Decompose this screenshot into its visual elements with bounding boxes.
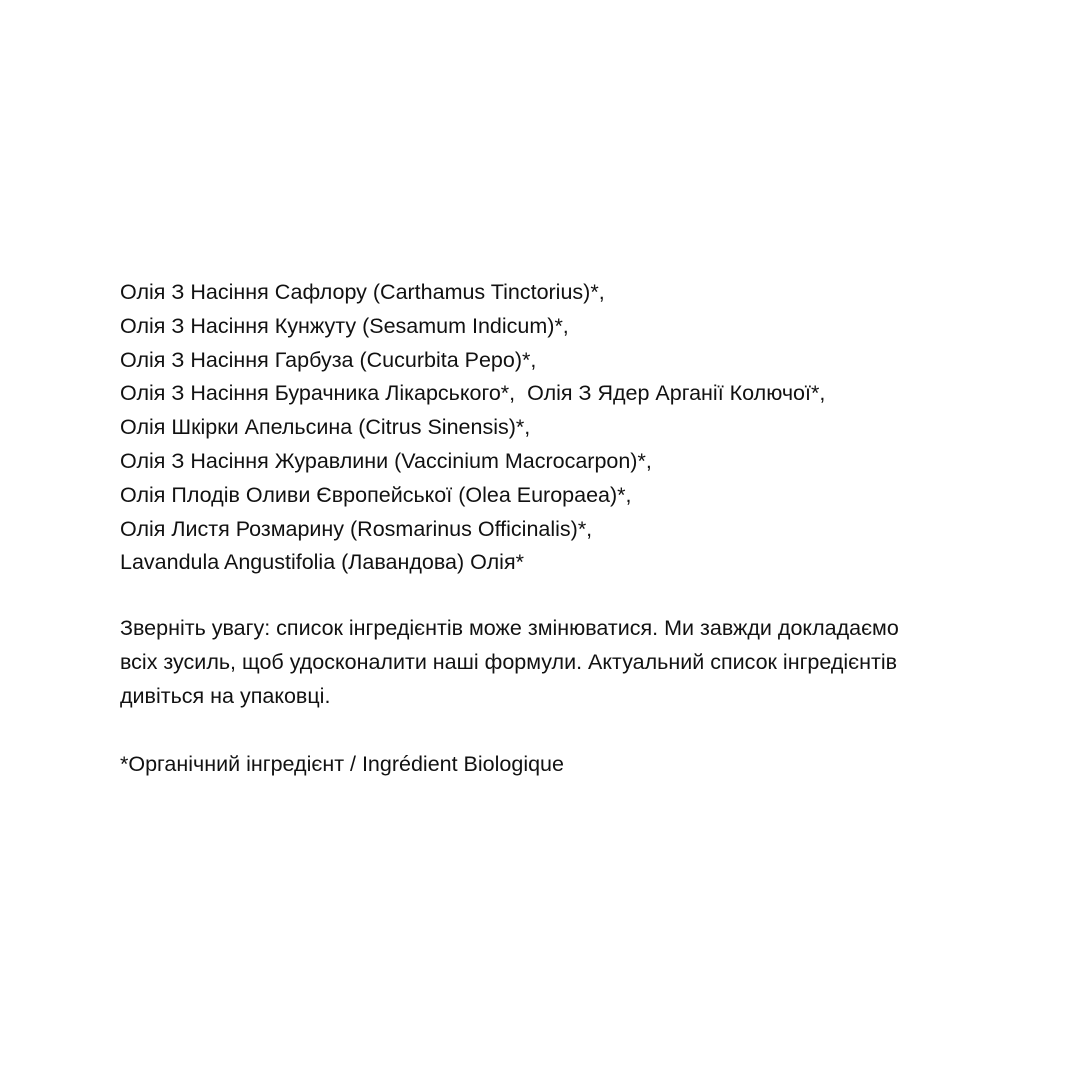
notice-line: Зверніть увагу: список інгредієнтів може змінюватися. Ми завжди докладаємо <box>120 616 899 641</box>
ingredient-line: Олія Плодів Оливи Європейської (Olea Europaea)*, <box>120 482 632 507</box>
ingredient-line: Олія З Насіння Гарбуза (Cucurbita Pepo)*, <box>120 347 537 372</box>
ingredient-line: Олія З Насіння Журавлини (Vaccinium Macrocarpon)*, <box>120 448 652 473</box>
ingredient-line: Олія З Насіння Сафлору (Carthamus Tinctorius)*, <box>120 280 605 304</box>
ingredient-list <box>120 276 1020 580</box>
text-block <box>120 276 1020 781</box>
ingredient-line: Олія Шкірки Апельсина (Citrus Sinensis)*, <box>120 415 531 440</box>
organic-footnote: *Органічний інгредієнт / Ingrédient Biologique <box>120 752 564 777</box>
ingredient-change-notice <box>120 611 1020 713</box>
ingredient-line: Олія З Насіння Кунжуту (Sesamum Indicum)*, <box>120 313 569 338</box>
ingredient-line: Олія Листя Розмарину (Rosmarinus Officinalis)*, <box>120 516 593 541</box>
notice-line: дивіться на упаковці. <box>120 684 331 709</box>
ingredient-line: Lavandula Angustifolia (Лавандова) Олія* <box>120 550 524 575</box>
ingredient-line: Олія З Насіння Бурачника Лікарського*, Олія З Ядер Арганії Колючої*, <box>120 381 826 406</box>
notice-line: всіх зусиль, щоб удосконалити наші формули. Актуальний список інгредієнтів <box>120 650 898 675</box>
